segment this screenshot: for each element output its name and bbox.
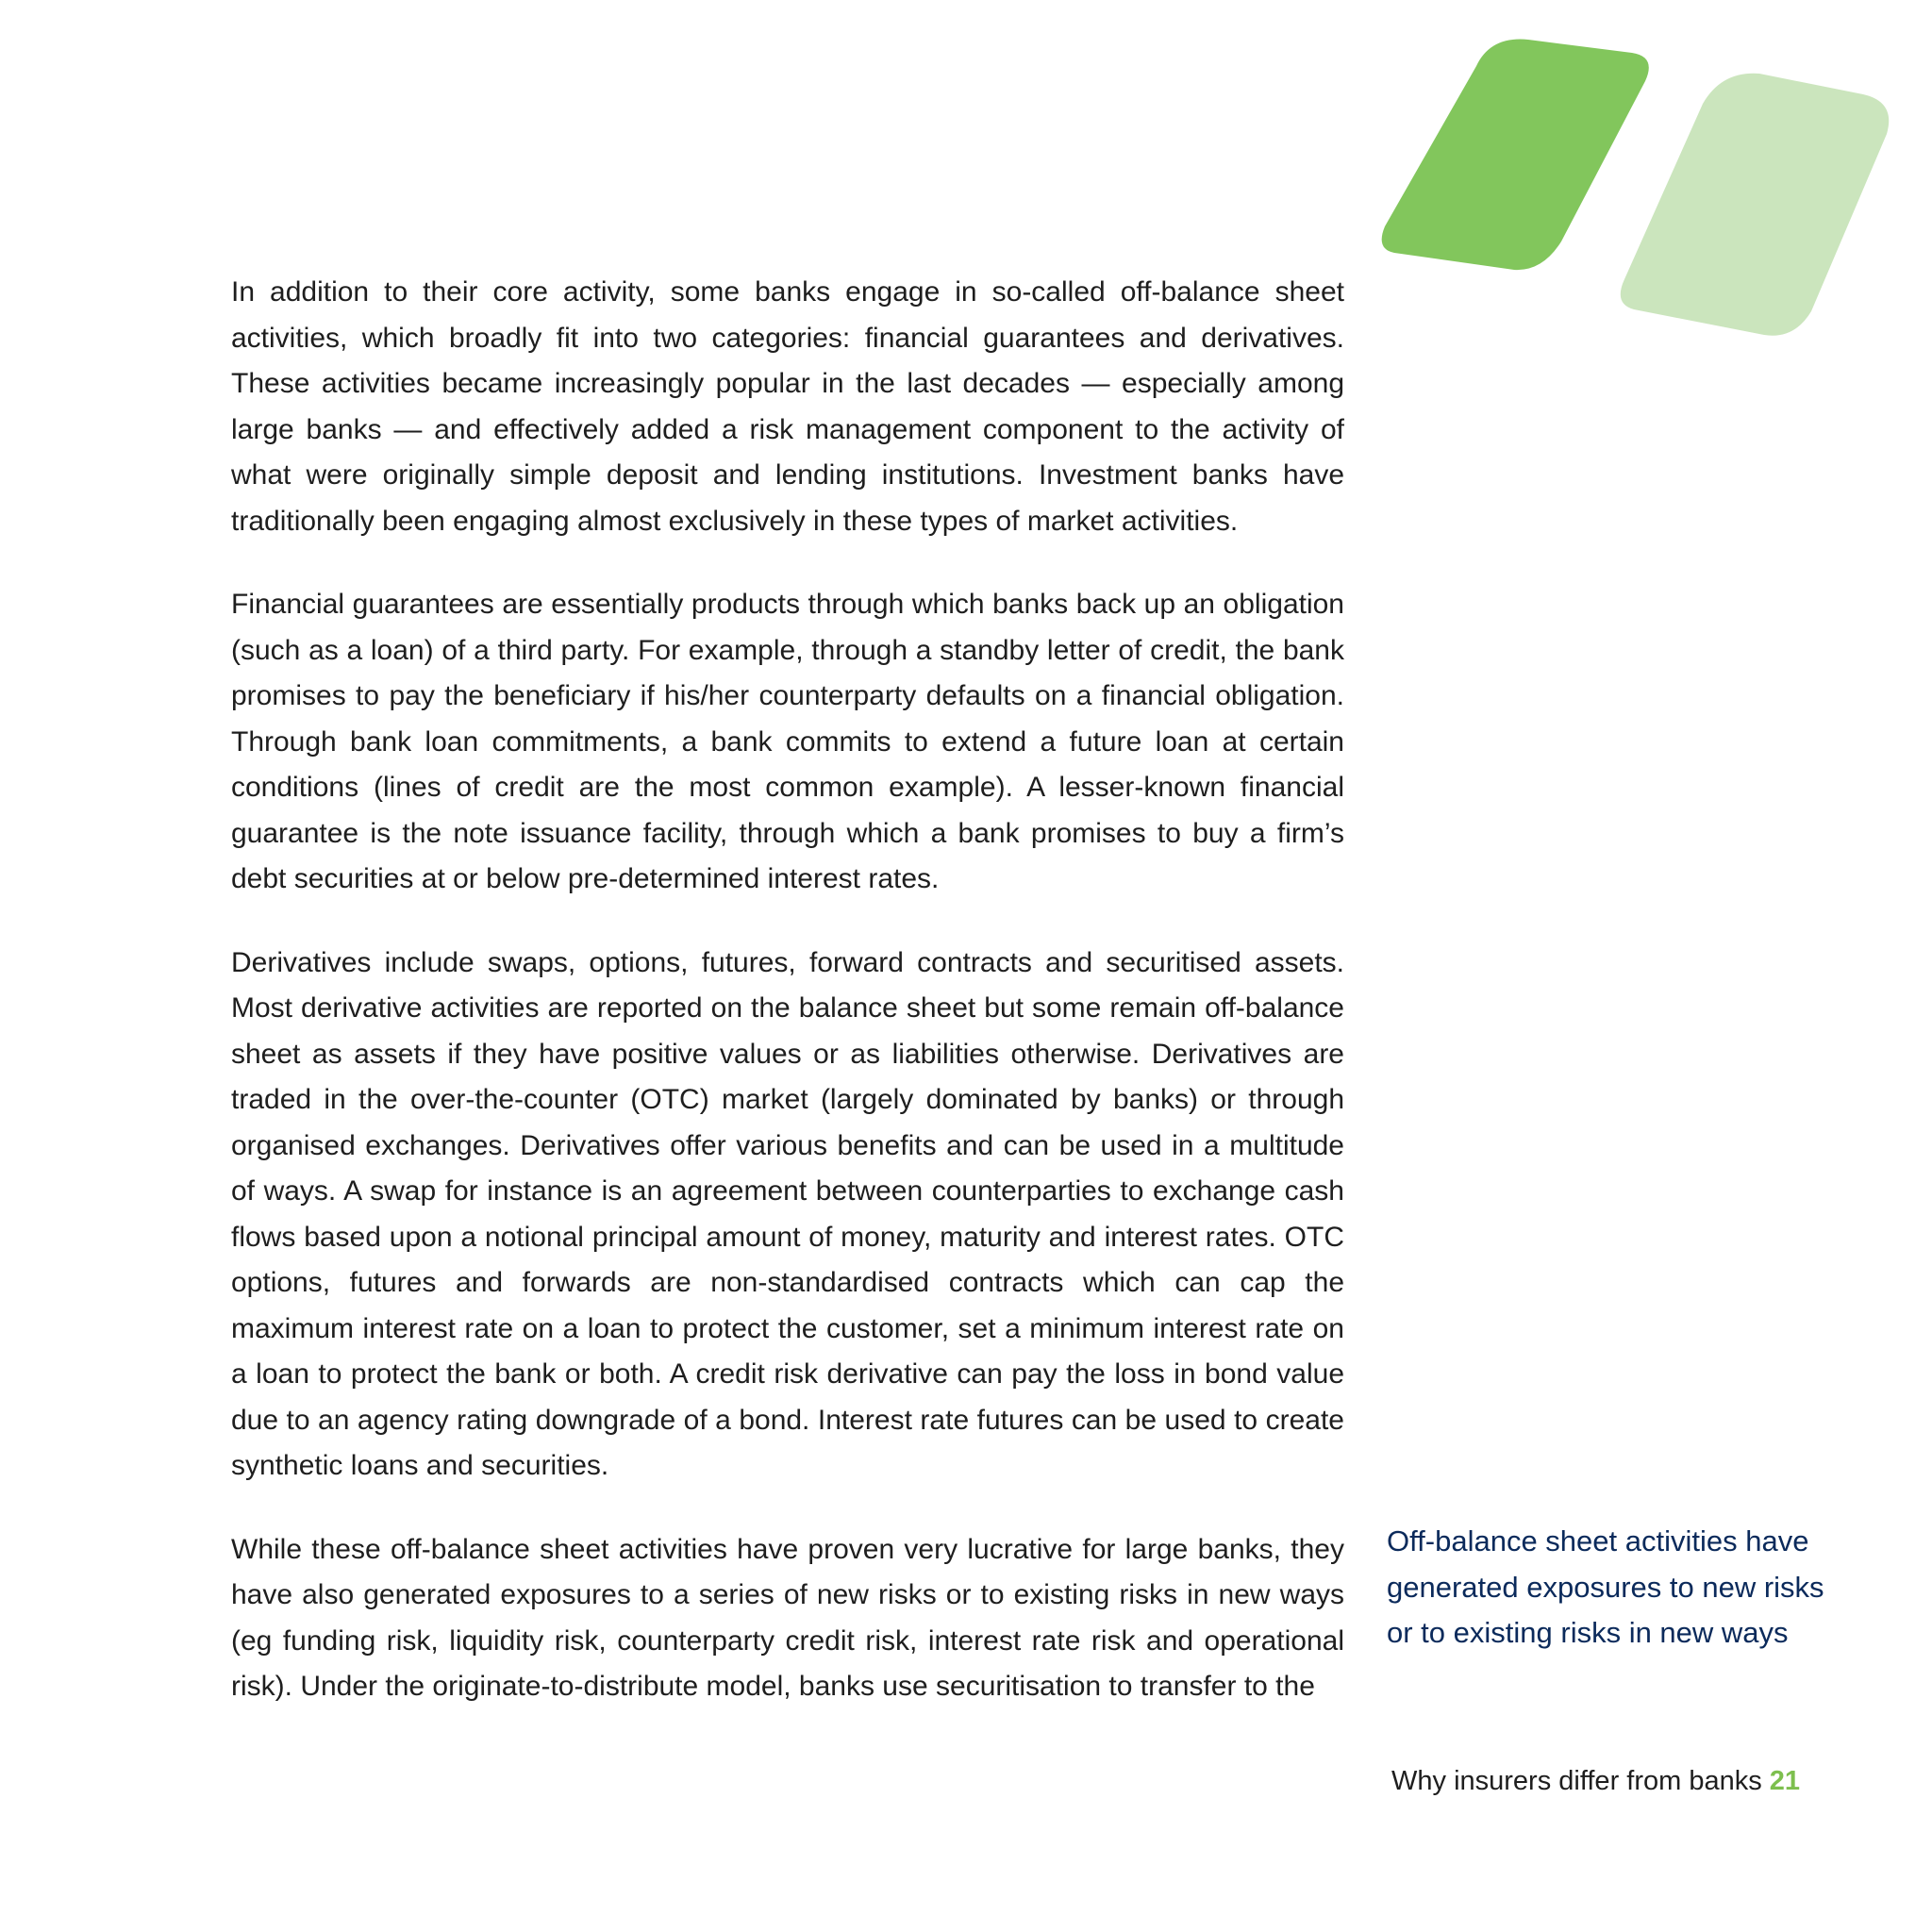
main-text-column — [231, 270, 1344, 1748]
footer-title: Why insurers differ from banks — [1391, 1766, 1762, 1796]
pull-quote-sidenote: Off-balance sheet activities have generated exposures to new risks or to existing risks in new ways — [1387, 1524, 1824, 1649]
decorative-green-shapes — [1377, 28, 1906, 340]
body-paragraph-3: Derivatives include swaps, options, futures, forward contracts and securitised assets. Most derivative activities are reported on the balance sheet but some remain off-balance sheet as assets if they have positive values or as liabilities otherwise. Derivatives are traded in the over-the-counter (OTC) market (largely dominated by banks) or through organised exchanges. Derivatives offer various benefits and can be used in a multitude of ways. A swap for instance is an agreement between counterparties to exchange cash flows based upon a notional principal amount of money, maturity and interest rates. OTC options, futures and forwards are non-standardised contracts which can cap the maximum interest rate on a loan to protect the customer, set a minimum interest rate on a loan to protect the bank or both. A credit risk derivative can pay the loss in bond value due to an agency rating downgrade of a bond. Interest rate futures can be used to create synthetic loans and securities. — [231, 946, 1344, 1481]
page-footer — [1391, 1762, 1800, 1800]
dark-green-parallelogram-shape — [1382, 40, 1649, 271]
body-paragraph-4: While these off-balance sheet activities have proven very lucrative for large banks, they have also generated exposures to a series of new risks or to existing risks in new ways (eg funding risk, liquidity risk, counterparty credit risk, interest rate risk and operational risk). Under the originate-to-distribute model, banks use securitisation to transfer to the — [231, 1533, 1344, 1702]
page-number: 21 — [1769, 1766, 1800, 1796]
light-green-parallelogram-shape — [1621, 74, 1889, 336]
body-paragraph-2: Financial guarantees are essentially products through which banks back up an obligation (such as a loan) of a third party. For example, through a standby letter of credit, the bank promises to pay the beneficiary if his/her counterparty defaults on a financial obligation. Through bank loan commitments, a bank commits to extend a future loan at certain conditions (lines of credit are the most common example). A lesser-known financial guarantee is the note issuance facility, through which a bank promises to buy a firm’s debt securities at or below pre-determined interest rates. — [231, 589, 1344, 894]
body-paragraph-1: In addition to their core activity, some banks engage in so-called off-balance sheet activities, which broadly fit into two categories: financial guarantees and derivatives. These activities became increasingly popular in the last decades — especially among large banks — and effectively added a risk management component to the activity of what were originally simple deposit and lending institutions. Investment banks have traditionally been engaging almost exclusively in these types of market activities. — [231, 276, 1344, 537]
